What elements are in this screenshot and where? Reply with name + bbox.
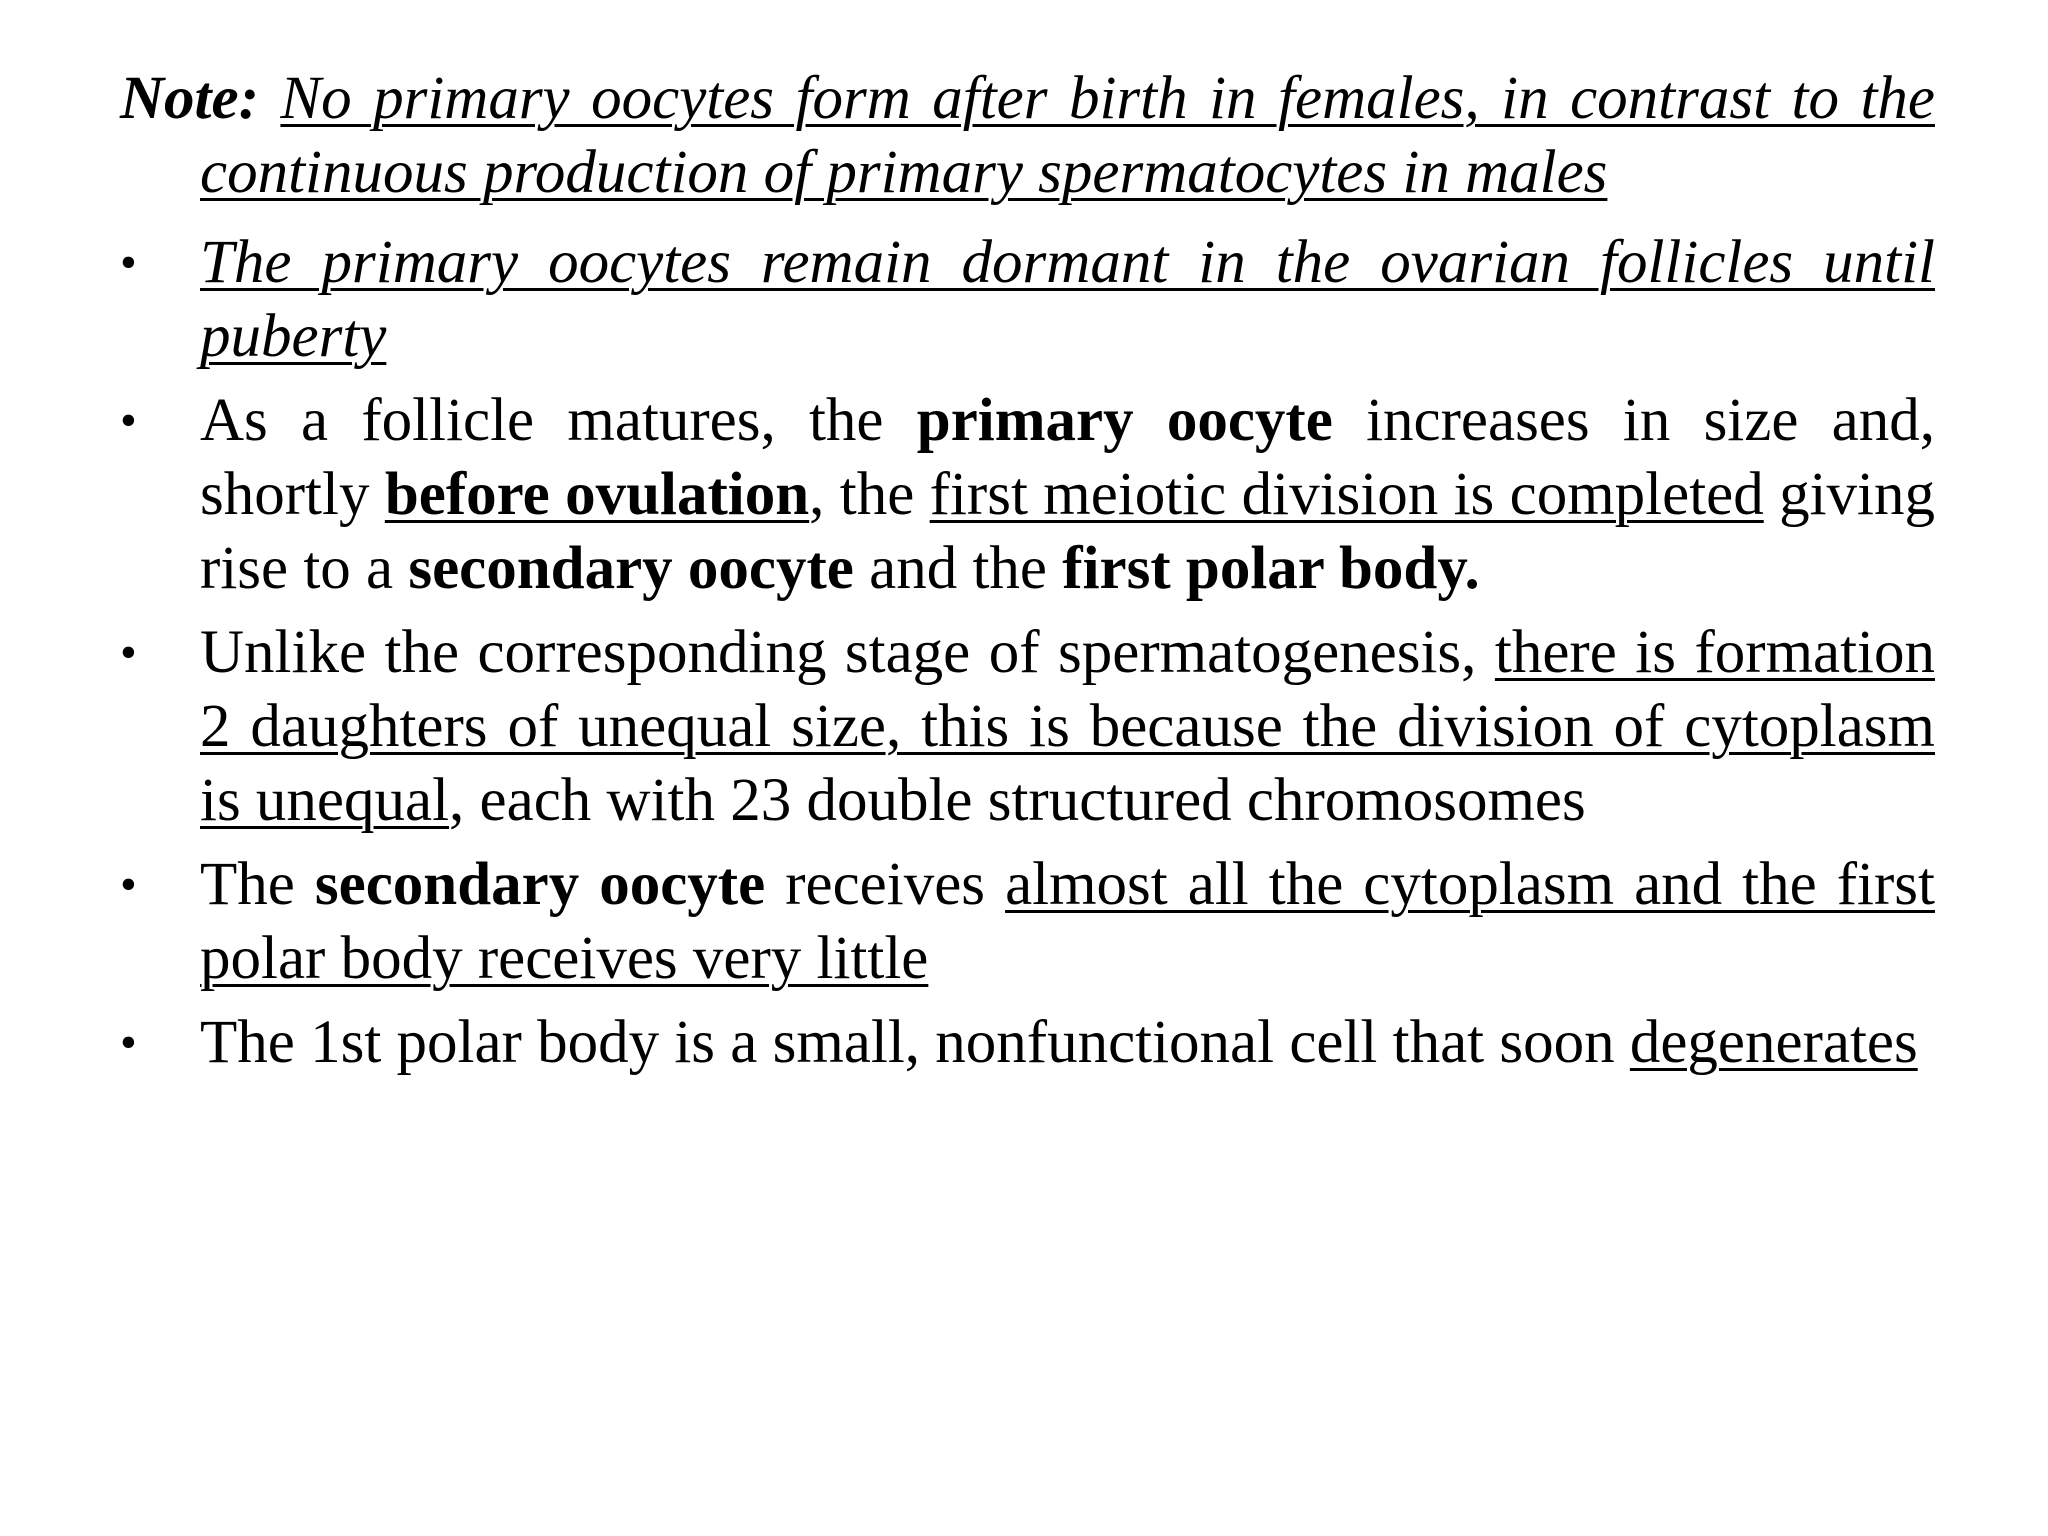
text-run: giving rise to a — [200, 461, 1935, 602]
text-run: , the — [809, 461, 930, 528]
term-secondary-oocyte: secondary oocyte — [314, 851, 766, 918]
bullet-icon: • — [120, 236, 137, 289]
text-run: The 1st polar body is a small, nonfunctional cell that soon — [200, 1009, 1630, 1076]
note-text: No primary oocytes form after birth in females, in contrast to the continuous production of primary spermatocytes in males — [200, 65, 1935, 206]
bullet-icon: • — [120, 394, 137, 447]
phrase-cytoplasm-distribution: almost all the cytoplasm and the first polar body receives very little — [200, 851, 1935, 992]
bullet-item-unequal-division — [120, 616, 1935, 838]
bullet-item-polar-body-fate — [120, 1006, 1935, 1080]
text-run: receives — [765, 851, 1006, 918]
term-degenerates: degenerates — [1629, 1009, 1918, 1076]
note-paragraph — [120, 62, 1935, 210]
term-first-polar-body: first polar body. — [1062, 535, 1480, 602]
note-label: Note: — [120, 65, 259, 132]
bullet-list — [120, 226, 1935, 1080]
bullet-icon: • — [120, 626, 137, 679]
slide-content — [120, 62, 1935, 1090]
term-primary-oocyte: primary oocyte — [916, 387, 1333, 454]
bullet-item-follicle-matures — [120, 384, 1935, 606]
phrase-first-meiotic-division: first meiotic division is completed — [929, 461, 1764, 528]
term-before-ovulation: before ovulation — [384, 461, 810, 528]
term-secondary-oocyte: secondary oocyte — [408, 535, 854, 602]
text-run: and the — [853, 535, 1063, 602]
text-run: Unlike the corresponding stage of spermatogenesis, — [200, 619, 1495, 686]
bullet-item-cytoplasm — [120, 848, 1935, 996]
text-run: , each with 23 double structured chromosomes — [449, 767, 1586, 834]
bullet-icon: • — [120, 1016, 137, 1069]
phrase-unequal-daughters: there is formation 2 daughters of unequal size, this is because the division of cytoplasm is unequal — [200, 619, 1935, 834]
bullet-icon: • — [120, 858, 137, 911]
text-run: As a follicle matures, the — [200, 387, 917, 454]
text-run: The — [200, 851, 315, 918]
bullet-text: The primary oocytes remain dormant in the ovarian follicles until puberty — [200, 229, 1935, 370]
text-run: increases in size and, shortly — [200, 387, 1935, 528]
bullet-item-dormant — [120, 226, 1935, 374]
